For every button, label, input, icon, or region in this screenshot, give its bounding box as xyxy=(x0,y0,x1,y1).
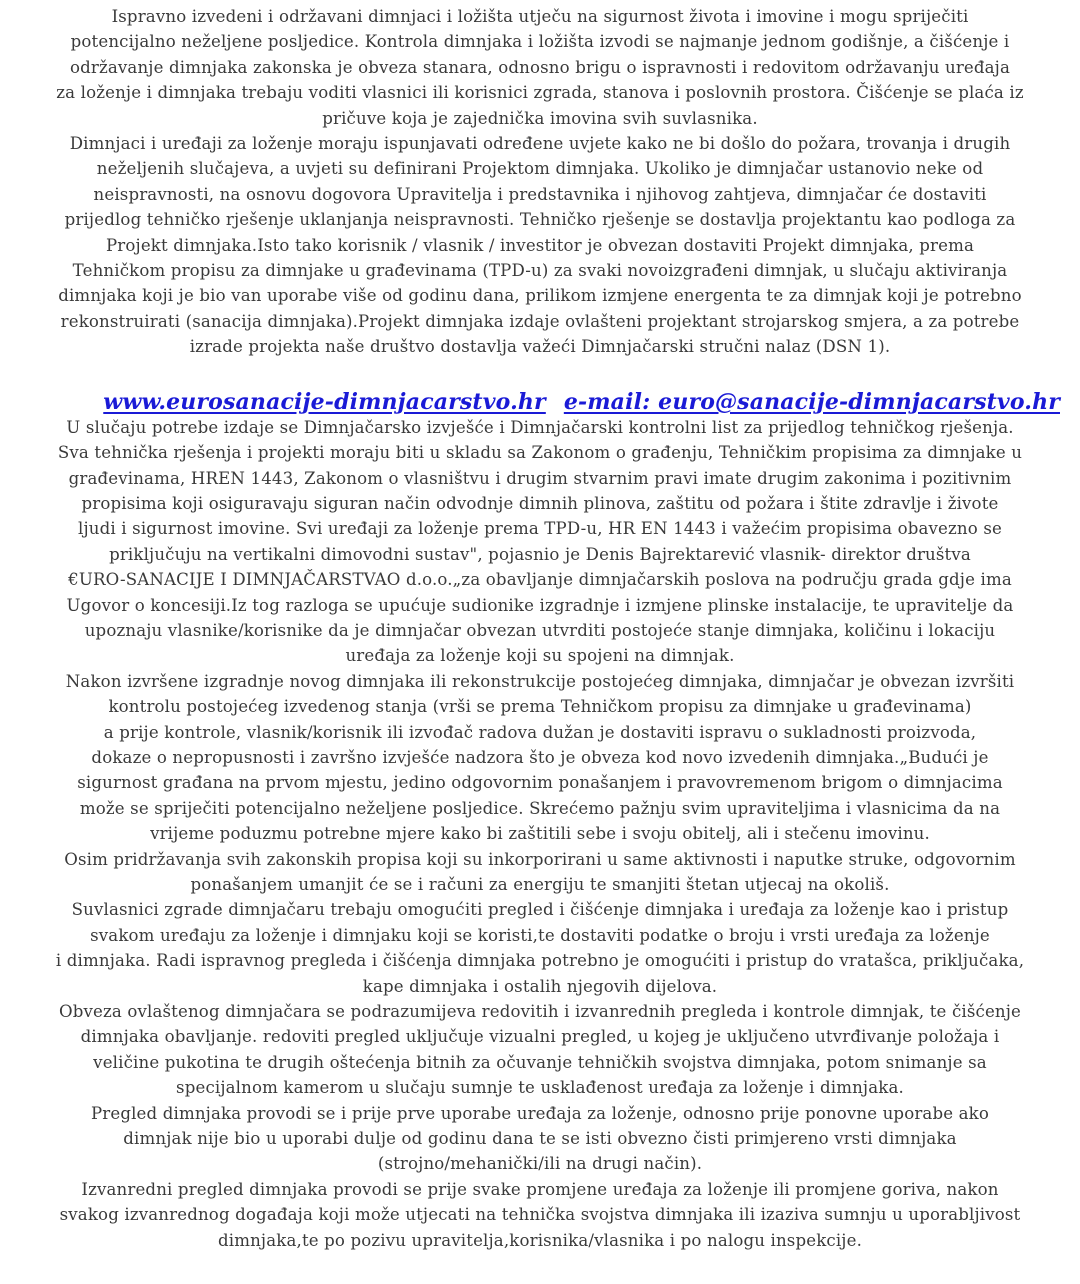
paragraph-requirements-project: Dimnjaci i uređaji za loženje moraju ispunjavati određene uvjete kako ne bi došlo do požara, trovanja i drugih neželjenih slučajeva, a uvjeti su definirani Projektom dimnjaka. Ukoliko je dimnjačar ustanovio neke od neispravnosti, na osnovu dogovora Upravitelja i predstavnika i njihovog zahtjeva, dimnjačar će dostaviti prijedlog tehničko rješenje uklanjanja neispravnosti. Tehničko rješenje se dostavlja projektantu kao podloga za Projekt dimnjaka.Isto tako korisnik / vlasnik / investitor je obvezan dostaviti Projekt dimnjaka, prema Tehničkom propisu za dimnjake u građevinama (TPD-u) za svaki novoizgrađeni dimnjak, u slučaju aktiviranja dimnjaka koji je bio van uporabe više od godinu dana, prilikom izmjene energenta te za dimnjak koji je potrebno rekonstruirati (sanacija dimnjaka).Projekt dimnjaka izdaje ovlašteni projektant strojarskog smjera, a za potrebe izrade projekta naše društvo dostavlja važeći Dimnjačarski stručni nalaz (DSN 1). xyxy=(58,134,1022,357)
paragraph-reports-regulations: U slučaju potrebe izdaje se Dimnjačarsko izvješće i Dimnjačarski kontrolni list za prijedlog tehničkog rješenja. Sva tehnička rješenja i projekti moraju biti u skladu sa Zakonom o građenju, Tehničkim propisima za dimnjake u građevinama, HREN 1443, Zakonom o vlasništvu i drugim stvarnim pravi imate drugim zakonima i pozitivnim propisima koji osiguravaju siguran način odvodnje dimnih plinova, zaštitu od požara i štite zdravlje i živote ljudi i sigurnost imovine. Svi uređaji za loženje prema TPD-u, HR EN 1443 i važećim propisima obavezno se priključuju na vertikalni dimovodni sustav", pojasnio je Denis Bajrektarević vlasnik- direktor društva €URO-SANACIJE I DIMNJAČARSTVAO d.o.o.„za obavljanje dimnjačarskih poslova na području grada gdje ima Ugovor o koncesiji.Iz tog razloga se upućuje sudionike izgradnje i izmjene plinske instalacije, te upravitelje da upoznaju vlasnike/korisnike da je dimnjačar obvezan utvrditi postojeće stanje dimnjaka, količinu i lokaciju uređaja za loženje koji su spojeni na dimnjak. xyxy=(57,417,1023,666)
document-page xyxy=(6,4,1074,1253)
paragraph-sweep-obligations: Obveza ovlaštenog dimnjačara se podrazumijeva redovitih i izvanrednih pregleda i kontrole dimnjak, te čišćenje dimnjaka obavljanje. redoviti pregled uključuje vizualni pregled, u kojeg je uključeno utvrđivanje položaja i veličine pukotina te drugih oštećenja bitnih za očuvanje tehničkih svojstva dimnjaka, potom snimanje sa specijalnom kamerom u slučaju sumnje te usklađenost uređaja za loženje i dimnjaka. xyxy=(58,1002,1022,1098)
paragraph-coowners-access: Suvlasnici zgrade dimnjačaru trebaju omogućiti pregled i čišćenje dimnjaka i uređaja za loženje kao i pristup svakom uređaju za loženje i dimnjaku koji se koristi,te dostaviti podatke o broju i vrsti uređaja za loženje i dimnjaka. Radi ispravnog pregleda i čišćenja dimnjaka potrebno je omogućiti i pristup do vratašca, priključaka, kape dimnjaka i ostalih njegovih dijelova. xyxy=(55,900,1025,996)
paragraph-inspection-before-use: Pregled dimnjaka provodi se i prije prve uporabe uređaja za loženje, odnosno prije ponovne uporabe ako dimnjak nije bio u uporabi dulje od godinu dana te se isti obvezno čisti primjereno vrsti dimnjaka (strojno/mehanički/ili na drugi način). xyxy=(90,1103,990,1174)
email-link[interactable]: e-mail: euro@sanacije-dimnjacarstvo.hr xyxy=(563,388,1060,415)
website-link[interactable]: www.eurosanacije-dimnjacarstvo.hr xyxy=(103,388,546,415)
paragraph-extraordinary-inspection: Izvanredni pregled dimnjaka provodi se prije svake promjene uređaja za loženje ili promjene goriva, nakon svakog izvanrednog događaja koji može utjecati na tehnička svojstva dimnjaka ili izaziva sumnju u uporabljivost dimnjaka,te po pozivu upravitelja,korisnika/vlasnika i po nalogu inspekcije. xyxy=(59,1179,1021,1250)
paragraph-maintenance-intro: Ispravno izvedeni i održavani dimnjaci i ložišta utječu na sigurnost života i imovine i mogu spriječiti potencijalno neželjene posljedice. Kontrola dimnjaka i ložišta izvodi se najmanje jednom godišnje, a čišćenje i održavanje dimnjaka zakonska je obveza stanara, odnosno brigu o ispravnosti i redovitom održavanju uređaja za loženje i dimnjaka trebaju voditi vlasnici ili korisnici zgrada, stanova i poslovnih prostora. Čišćenje se plaća iz pričuve koja je zajednička imovina svih suvlasnika. xyxy=(56,7,1024,128)
paragraph-energy-savings: Osim pridržavanja svih zakonskih propisa koji su inkorporirani u same aktivnosti i naputke struke, odgovornim ponašanjem umanjit će se i računi za energiju te smanjiti štetan utjecaj na okoliš. xyxy=(64,849,1016,894)
paragraph-new-chimney-control: Nakon izvršene izgradnje novog dimnjaka ili rekonstrukcije postojećeg dimnjaka, dimnjačar je obvezan izvršiti kontrolu postojećeg izvedenog stanja (vrši se prema Tehničkom propisu za dimnjake u građevinama) a prije kontrole, vlasnik/korisnik ili izvođač radova dužan je dostaviti ispravu o sukladnosti proizvoda, dokaze o nepropusnosti i završno izvješće nadzora što je obveza kod novo izvedenih dimnjaka.„Budući je sigurnost građana na prvom mjestu, jedino odgovornim ponašanjem i pravovremenom brigom o dimnjacima može se spriječiti potencijalno neželjene posljedice. Skrećemo pažnju svim upraviteljima i vlasnicima da na vrijeme poduzmu potrebne mjere kako bi zaštitili sebe i svoju obitelj, ali i stečenu imovinu. xyxy=(65,671,1015,844)
contact-links-line xyxy=(6,387,1074,417)
blank-line xyxy=(6,360,1074,387)
